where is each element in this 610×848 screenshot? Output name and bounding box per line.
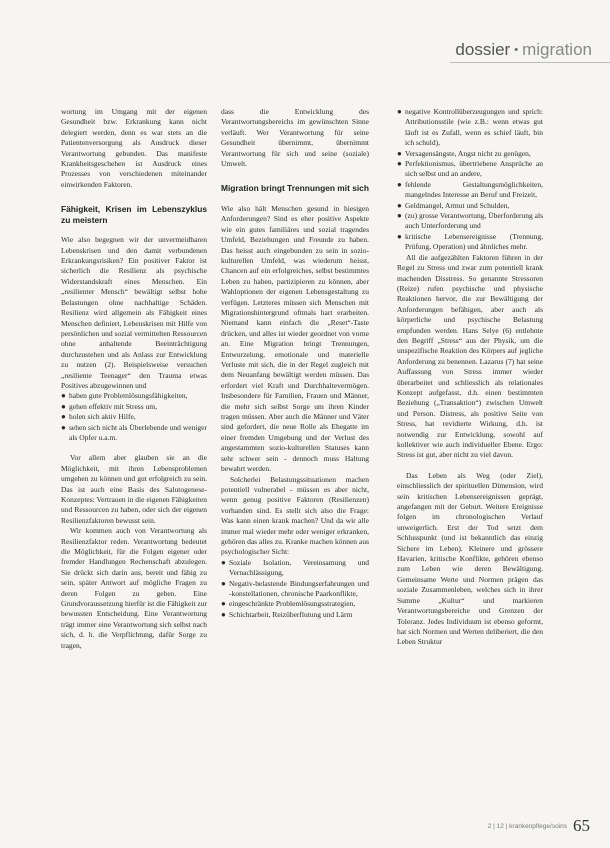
issue-label: 2 | 12 | krankenpflege/soins: [487, 823, 567, 830]
bullet-icon: ●: [397, 200, 402, 210]
bullet-icon: ●: [397, 148, 402, 158]
bullet-icon: ●: [221, 609, 226, 619]
list-item: ● sehen sich nicht als Überlebende und weniger als Opfer u.a.m.: [61, 422, 207, 442]
paragraph: Solcherlei Belastungssituationen machen potentiell vulnerabel - müssen es aber nicht, wenn genug positive Faktoren (Resilienzen) vorhanden sind. Es stellt sich also die Frage: Was kann einen krank machen? Und da wir alle immer mal wieder mehr oder weniger erkranken, gehören das alles zu. Kranke machen können aus psychologischer Sicht:: [221, 474, 369, 557]
section-heading: Migration bringt Trennungen mit sich: [221, 183, 369, 194]
list-item: ● Versagensängste, Angst nicht zu genügen,: [397, 148, 531, 158]
paragraph: Wie also begegnen wir der unvermeidbaren Lebenskrisen und den damit verbundenen Erkrankungsrisiken? Ein positiver Faktor ist sicherlich die Resilienz als psychische Widerstandskraft eines Menschen. Ein „resilienter Mensch“ bewältigt selbst hohe Belastungen ohne nachhaltige Schäden. Resilienz wird allgemein als Fähigkeit eines Menschen definiert, Lebenskrisen mit Hilfe von persönlichen und sozial vermittelten Ressourcen ohne anhaltende Beeinträchtigung durchzustehen und als Anlass zur Entwicklung zu nutzen (2). Beispielsweise versuchen „resiliente Teenager“ den Trauma etwas Positives abzugewinnen und: [61, 235, 207, 390]
list-item: ● negative Kontrollüberzeugungen und sprich: Attributionsstile (wie z.B.: wenn etwas gut läuft ist es Zufall, wenn es schief läuft, bin ich schuld),: [397, 107, 543, 148]
section-label-migration: migration: [522, 40, 592, 59]
bullet-icon: ●: [61, 422, 66, 432]
bullet-icon: ●: [221, 557, 226, 567]
column-1: [61, 107, 207, 651]
list-item: ● (zu) grosse Verantwortung, Überforderung als auch Unterforderung und: [397, 211, 543, 231]
bullet-icon: ●: [397, 179, 402, 189]
list-item: ● Perfektionismus, übertriebene Ansprüche an sich selbst und an andere,: [397, 159, 543, 179]
bullet-icon: ●: [61, 391, 66, 401]
column-3: [397, 107, 543, 648]
column-2: [221, 107, 369, 620]
list-item: ● Geldmangel, Armut und Schulden,: [397, 200, 510, 210]
paragraph: Vor allem aber glauben sie an die Möglichkeit, mit ihren Lebensproblemen umgehen zu können und gut erfolgreich zu sein. Das ist auch eine Basis des Salutogenese-Konzeptes: Vertrauen in die eigenen Fähigkeiten und Ressourcen zu haben, oder sich der eigenen Resilienzfaktoren bewusst sein.: [61, 453, 207, 525]
bullet-list: [61, 391, 207, 443]
list-item: ● Negativ-belastende Bindungserfahrungen und -konstellationen, chronische Paarkonflikte,: [221, 578, 369, 598]
paragraph: wortung im Umgang mit der eigenen Gesundheit bzw. Erkrankung kann nicht delegiert werden, denn es war stets an die Patientenversorgung als Ausdruck dieser Verantwortung gebunden. Das manifeste Krankheitsgeschehen ist Ausdruck eines Prozesses von verschiedenen miteinander einwirkenden Faktoren.: [61, 107, 207, 189]
section-header: [455, 40, 592, 60]
paragraph: All die aufgezählten Faktoren führen in der Regel zu Stress und zwar zum potentiell krank machenden Disstress. So genannte Stressoren (Reize) rufen psychische und physische Reaktionen hervor, die zur Bewältigung der Anforderungen befähigen, aber auch als körperliche und psychische Belastung empfunden werden. Hans Selye (6) entlehnte den Begriff „Stress“ aus der Physik, um die unspezifische Reaktion des Körpers auf jegliche Anforderung zu benennen. Lazarus (7) hat seine Auffassung von Stress immer wieder überarbeitet und schliesslich als relationales Konzept aufgefasst, d.h. einen bestimmten Beziehung („Transaktion“) zwischen Umwelt und Person. Distress, als positive Seite von Stress, hat revidierte Wirkung, d.h. ist notwendig zur Entwicklung, sowohl auf kollektiver wie auch individueller Ebene. Ergo: Stress ist gut, aber nicht zu viel davon.: [397, 252, 543, 460]
bullet-icon: ●: [397, 107, 402, 116]
page-footer: [488, 816, 590, 836]
paragraph: dass die Entwicklung des Verantwortungsbereichs im gewünschten Sinne verläuft. Wer Verantwortung für seine Gesundheit übernimmt, übernimmt Verantwortung für sich und seine (soziale) Umwelt.: [221, 107, 369, 169]
list-item: ● gehen effektiv mit Stress um,: [61, 401, 157, 411]
header-bullet: •: [514, 44, 519, 56]
list-item: ● kritische Lebensereignisse (Trennung, Prüfung, Operation) und ähnliches mehr.: [397, 231, 543, 252]
paragraph: Wir kommen auch von Verantwortung als Resilienzfaktor reden. Verantwortung bedeutet die Möglichkeit, für die Folgen eigener oder fremder Handlungen Rechenschaft abzulegen. Sie drückt sich darin aus, bereit und fähig zu sein, später Antwort auf mögliche Fragen zu deren Folgen zu geben. Eine Grundvoraussetzung hierfür ist die Fähigkeit zur bewussten Entscheidung. Eine Verantwortung trägt immer eine Verantwortung sich selbst nach sich, d. h. die Verpflichtung, dafür Sorge zu tragen,: [61, 526, 208, 650]
section-heading: Fähigkeit, Krisen im Lebenszyklus zu meistern: [61, 204, 207, 225]
list-item: ● Soziale Isolation, Vereinsamung und Vernachlässigung,: [221, 557, 369, 578]
list-item: ● Schichtarbeit, Reizüberflutung und Lärm: [221, 609, 353, 619]
bullet-icon: ●: [61, 412, 66, 422]
page-number: 65: [573, 816, 590, 835]
paragraph: Wie also hält Menschen gesund in hiesigen Anforderungen? Sind es eher positive Aspekte wie ein gutes familiäres und sozial tragendes Umfeld, Beziehungen und Freunde zu haben. Das heisst auch eingebunden zu sein in sozio-kulturellen Umfeld, was wiederum heisst, Chancen auf ein erfolgreiches, selbst bestimmtes Leben zu haben, partizipieren zu können, aber Wahloptionen der eigenen Lebensgestaltung zu verfügen. Letzteres müssen sich Menschen mit Migrationshintergrund oftmals hart erarbeiten. Niemand kann einfach die „Reset“-Taste drücken, und alles ist wieder geordnet von vorne an. Eine Migration bringt Trennungen, Entwurzelung, emotionale und materielle Verluste mit sich, die in der Regel zugleich mit dem Neuanfang bewältigt werden müssen. Das erfordert viel Kraft und Durchhaltevermögen. Insbesondere für Familien, Frauen und Männer, die mehr sich selbst Sorge um ihren Kinder tragen müssen. Aber auch die Männer und Väter sind gefordert, die neue Rolle als Ehegatte im einer fremden Umgebung und der Verlust des angestammten sozio-kulturellen Statuses kann sehr schwer sein - dennoch muss Haltung bewahrt werden.: [221, 203, 369, 474]
bullet-icon: ●: [397, 231, 402, 241]
bullet-icon: ●: [221, 578, 226, 588]
bullet-icon: ●: [221, 599, 226, 609]
section-label-dossier: dossier: [455, 40, 511, 59]
bullet-list: [397, 107, 543, 253]
paragraph: Das Leben als Weg (oder Ziel), einschliesslich der spirituellen Dimension, wird sein kritischen Lebensereignissen geprägt, angefangen mit der Geburt. Weitere Ereignisse folgen im chronologischen Verlauf unweigerlich. Erst der Tod setzt dem Schlusspunkt (und ist bekanntlich das einzig Sichere im Leben). Kleinere und grössere Havarien, kritische Konflikte, gehören ebenso zum Leben wie deren Bewältigung. Gemeinsame Werte und Normen prägen das soziale Zusammenleben, welches sich in ihrer Summe „Kultur“ und markieren Verantwortungsbereiche und Grenzen der Toleranz. Jedes Individuum ist ebenso geformt, hat sich Normen und Werten deliberiert, die den Leben Struktur: [397, 470, 543, 647]
bullet-list: [221, 558, 369, 620]
list-item: ● fehlende Gestaltungsmöglichkeiten, mangelndes Interesse an Beruf und Freizeit,: [397, 179, 543, 200]
bullet-icon: ●: [397, 159, 402, 169]
list-item: ● eingeschränkte Problemlösungsstrategien,: [221, 599, 356, 609]
list-item: ● haben gute Problemlösungsfähigkeiten,: [61, 391, 188, 401]
bullet-icon: ●: [61, 401, 66, 411]
list-item: ● holen sich aktiv Hilfe,: [61, 412, 136, 422]
bullet-icon: ●: [397, 211, 402, 221]
header-rule: [450, 62, 610, 63]
